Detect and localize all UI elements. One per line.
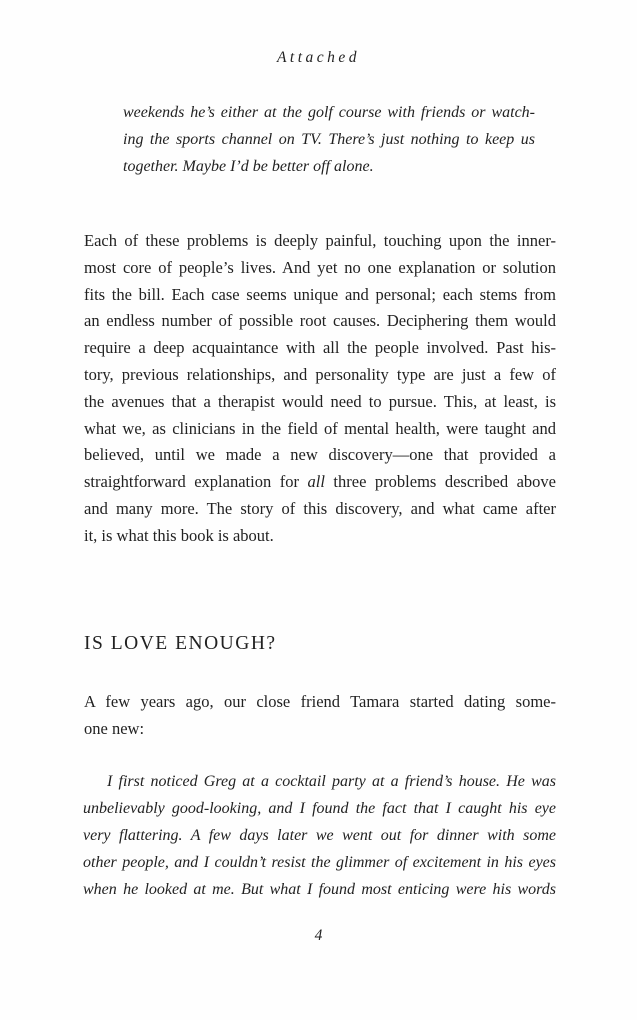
text-line: and many more. The story of this discovery, and what came after [84,498,556,518]
text-line: require a deep acquaintance with all the people involved. Past his- [84,338,556,358]
page-number: 4 [314,927,323,944]
text-line: together. Maybe I’d be better off alone. [123,158,374,176]
block-quote-tamara [83,768,556,903]
text-line: weekends he’s either at the golf course with friends or watch- [123,104,535,121]
body-paragraph-tamara-intro [84,688,556,742]
text-line: tory, previous relationships, and personality type are just a few of [84,364,556,384]
text-line: an endless number of possible root causes. Deciphering them would [84,311,556,331]
text-line: other people, and I couldn’t resist the glimmer of excitement in his eyes [83,854,556,871]
text-line: very flattering. A few days later we went out for dinner with some [83,827,556,844]
section-heading: IS LOVE ENOUGH? [84,633,277,654]
text-line: I first noticed Greg at a cocktail party at a friend’s house. He was [107,773,556,790]
text-line: the avenues that a therapist would need to pursue. This, at least, is [84,391,556,411]
text-line: ing the sports channel on TV. There’s just nothing to keep us [123,131,535,149]
text-line: most core of people’s lives. And yet no one explanation or solution [84,257,556,277]
text-line: straightforward explanation for all three problems described above [84,472,556,492]
text-line: when he looked at me. But what I found most enticing were his words [83,881,556,898]
text-line: fits the bill. Each case seems unique and personal; each stems from [84,284,556,304]
running-header: Attached [276,49,361,66]
text-line: Each of these problems is deeply painful, touching upon the inner- [84,231,556,250]
body-paragraph-problems [84,228,556,550]
text-line: A few years ago, our close friend Tamara started dating some- [84,692,556,711]
text-line: one new: [84,719,145,739]
text-line: it, is what this book is about. [84,525,274,545]
text-line: believed, until we made a new discovery—one that provided a [84,445,556,465]
text-line: what we, as clinicians in the field of mental health, were taught and [84,418,556,438]
block-quote-continued [123,99,535,181]
text-line: unbelievably good-looking, and I found the fact that I caught his eye [83,800,556,817]
